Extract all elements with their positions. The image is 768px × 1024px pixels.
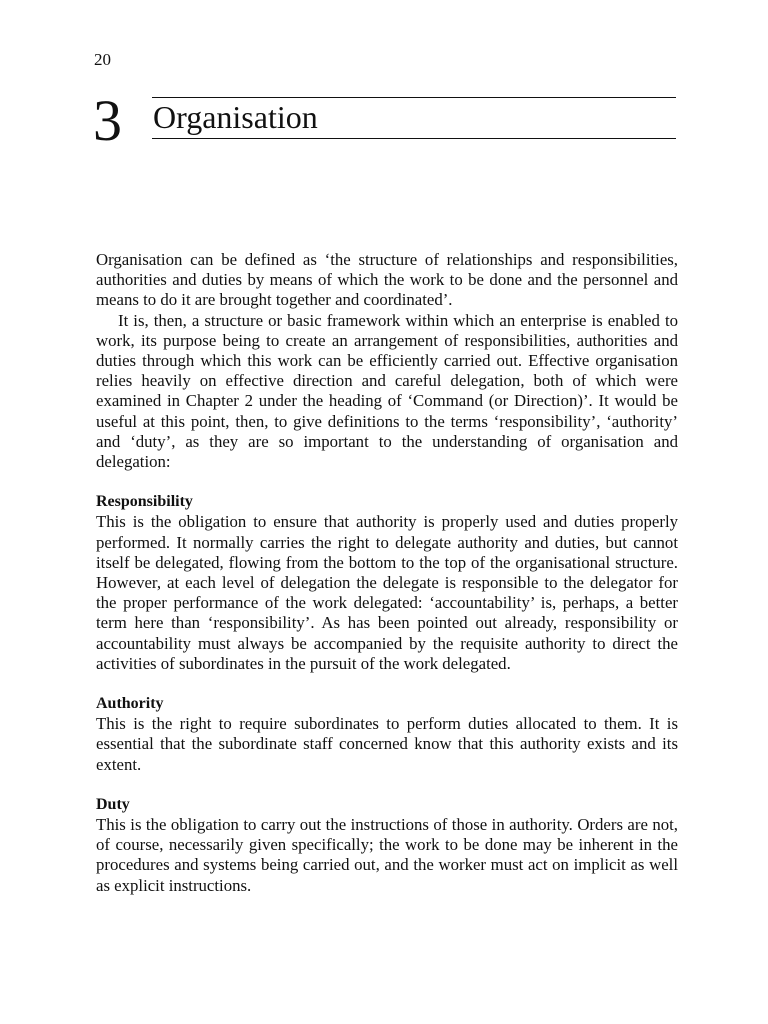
intro-paragraph: Organisation can be defined as ‘the structure of relationships and responsibilities, authorities and duties by means of which the work to be done and the personnel and means to do it are brought together and coordinated’. — [96, 250, 678, 310]
body-text — [96, 250, 678, 896]
chapter-rule-top — [152, 97, 676, 98]
section-text-responsibility: This is the obligation to ensure that authority is properly used and duties properly performed. It normally carries the right to delegate authority and duties, but cannot itself be delegated, flowing from the bottom to the top of the organisational structure. However, at each level of delegation the delegate is responsible to the delegator for the proper performance of the work delegated: ‘accountability’ is, perhaps, a better term here than ‘responsibility’. As has been pointed out already, responsibility or accountability must always be accompanied by the requisite authority to direct the activities of subordinates in the pursuit of the work delegated. — [96, 512, 678, 673]
section-heading-authority: Authority — [96, 695, 164, 713]
chapter-title: Organisation — [153, 99, 318, 135]
chapter-rule-bottom — [152, 138, 676, 139]
section-text-duty: This is the obligation to carry out the instructions of those in authority. Orders are not, of course, necessarily given specifically; the work to be done may be inherent in the procedures and systems being carried out, and the worker must act on implicit as well as explicit instructions. — [96, 815, 678, 895]
section-heading-responsibility: Responsibility — [96, 493, 193, 511]
section-heading-duty: Duty — [96, 795, 130, 813]
page-number: 20 — [94, 50, 111, 69]
intro-paragraph: It is, then, a structure or basic framework within which an enterprise is enabled to work, its purpose being to create an arrangement of responsibilities, authorities and duties through which this work can be efficiently carried out. Effective organisation relies heavily on effective direction and careful delegation, both of which were examined in Chapter 2 under the heading of ‘Command (or Direction)’. It would be useful at this point, then, to give definitions to the terms ‘responsibility’, ‘authority’ and ‘duty’, as they are so important to the understanding of organisation and delegation: — [96, 310, 678, 472]
chapter-number: 3 — [93, 88, 122, 153]
section-text-authority: This is the right to require subordinates to perform duties allocated to them. It is essential that the subordinate staff concerned know that this authority exists and its extent. — [96, 714, 678, 774]
